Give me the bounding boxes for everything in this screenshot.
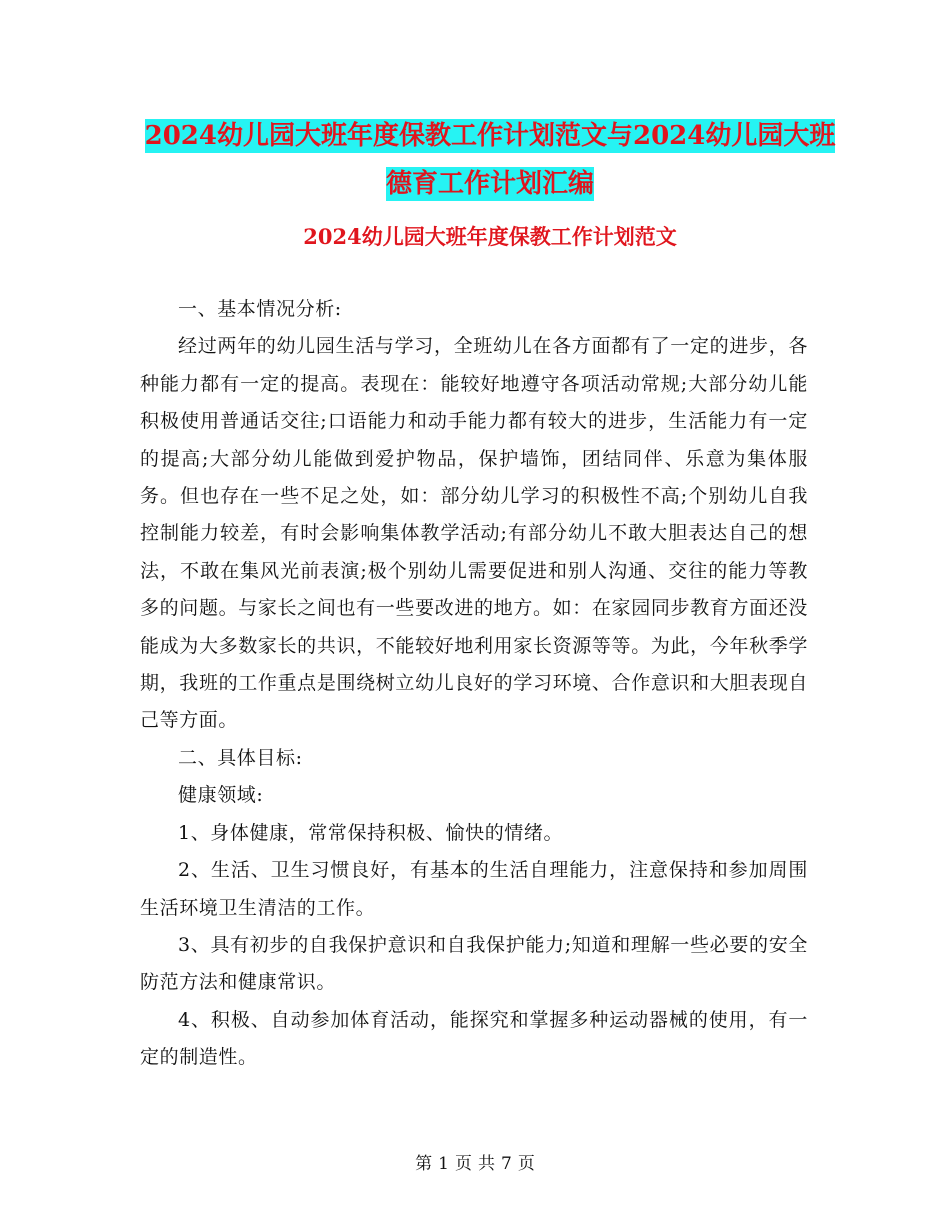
heading-health-domain: 健康领域:: [178, 784, 264, 807]
paragraph-situation-analysis: 经过两年的幼儿园生活与学习，全班幼儿在各方面都有了一定的进步，各种能力都有一定的提高。表现在：能较好地遵守各项活动常规;大部分幼儿能积极使用普通话交往;口语能力和动手能力都有较大的进步，生活能力有一定的提高;大部分幼儿能做到爱护物品，保护墙饰，团结同伴、乐意为集体服务。但也存在一些不足之处，如：部分幼儿学习的积极性不高;个别幼儿自我控制能力较差，有时会影响集体教学活动;有部分幼儿不敢大胆表达自己的想法，不敢在集风光前表演;极个别幼儿需要促进和别人沟通、交往的能力等教多的问题。与家长之间也有一些要改进的地方。如：在家园同步教育方面还没能成为大多数家长的共识，不能较好地利用家长资源等等。为此，今年秋季学期，我班的工作重点是围绕树立幼儿良好的学习环境、合作意识和大胆表现自己等方面。: [140, 335, 808, 732]
footer-total-word: 共: [478, 1154, 495, 1174]
heading-specific-goals: 二、具体目标:: [178, 746, 303, 769]
footer-prefix: 第: [415, 1154, 433, 1174]
document-title: [140, 112, 840, 208]
footer-current-page: 1: [438, 1154, 449, 1174]
list-item-goal-2: 2、生活、卫生习惯良好，有基本的生活自理能力，注意保持和参加周围生活环境卫生清洁的工作。: [140, 859, 808, 919]
document-body: [140, 291, 808, 1077]
footer-total-pages: 7: [501, 1154, 512, 1174]
document-title-text: 2024幼儿园大班年度保教工作计划范文与2024幼儿园大班德育工作计划汇编: [144, 121, 836, 199]
heading-basic-situation: 一、基本情况分析:: [178, 298, 342, 320]
list-item-goal-1: 1、身体健康，常常保持积极、愉快的情绪。: [178, 821, 564, 844]
page-footer: [0, 1152, 950, 1176]
footer-page-word: 页: [455, 1154, 472, 1174]
list-item-goal-4: 4、积极、自动参加体育活动，能探究和掌握多种运动器械的使用，有一定的制造性。: [140, 1008, 808, 1069]
section-title: 2024幼儿园大班年度保教工作计划范文: [303, 224, 677, 249]
footer-suffix: 页: [517, 1154, 535, 1174]
list-item-goal-3: 3、具有初步的自我保护意识和自我保护能力;知道和理解一些必要的安全防范方法和健康常识。: [140, 933, 808, 994]
